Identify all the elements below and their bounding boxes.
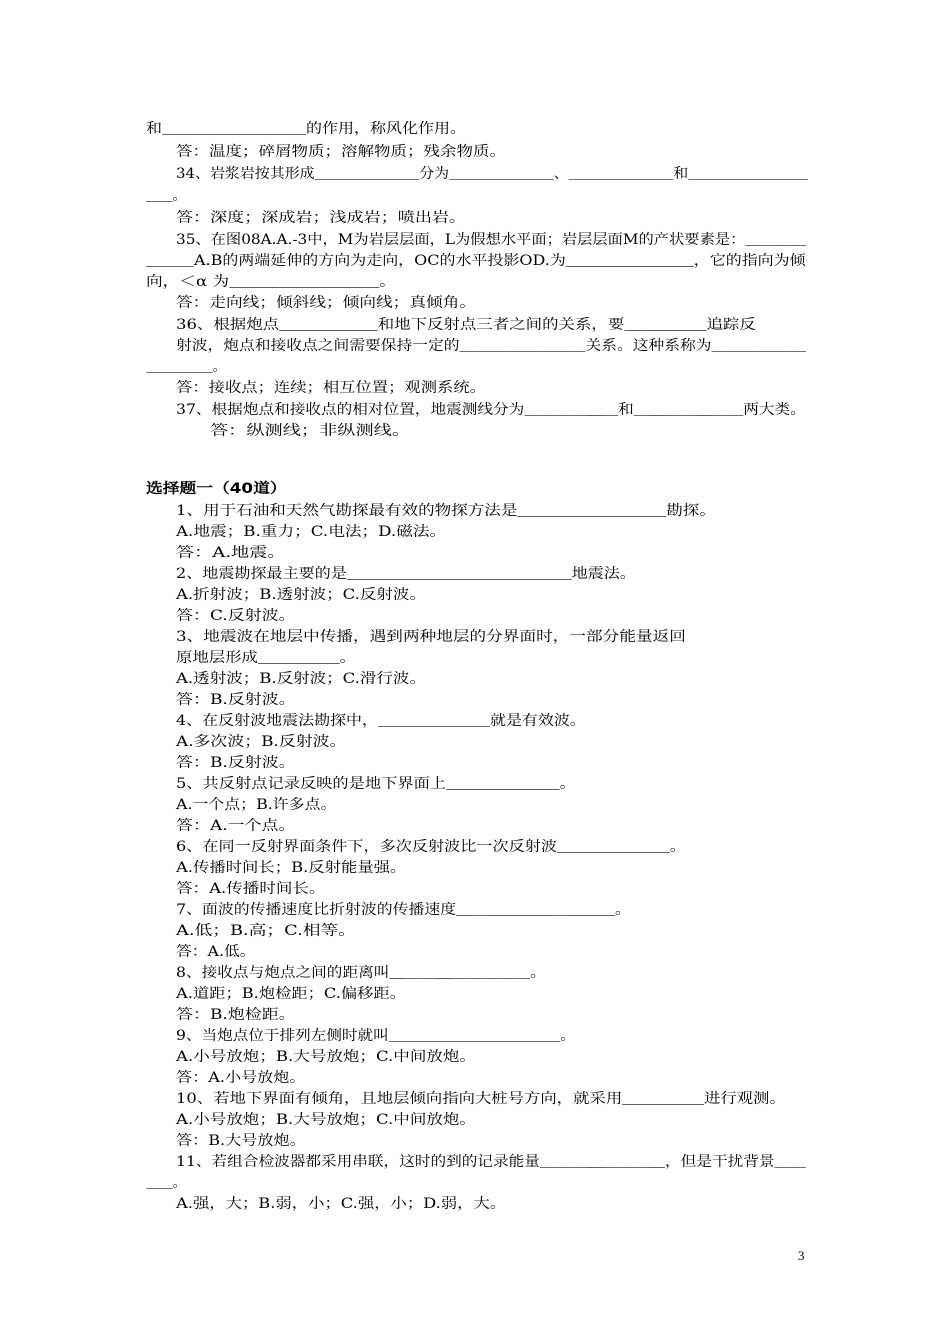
text-line: 35、在图08A.A.-3中，M为岩层层面，L为假想水平面；岩层层面M的产状要素是：＿＿＿＿ xyxy=(176,232,807,248)
text-line: A.小号放炮；B.大号放炮；C.中间放炮。 xyxy=(176,1112,476,1128)
text-line: 答：走向线；倾斜线；倾向线；真倾角。 xyxy=(176,295,476,311)
text-line: A.强，大；B.弱，小；C.强，小；D.弱，大。 xyxy=(176,1196,507,1212)
text-line: 答：B.大号放炮。 xyxy=(176,1133,306,1149)
section-heading: 选择题一（40道） xyxy=(146,481,287,497)
text-line: 答：B.反射波。 xyxy=(176,692,296,708)
text-line: 答：A.一个点。 xyxy=(176,818,296,834)
text-line: 9、当炮点位于排列左侧时就叫＿＿＿＿＿＿＿＿＿＿＿。 xyxy=(176,1028,576,1044)
text-line: 答：接收点；连续；相互位置；观测系统。 xyxy=(176,380,486,396)
text-line: 答：A.小号放炮。 xyxy=(176,1070,306,1086)
text-line: A.折射波；B.透射波；C.反射波。 xyxy=(176,587,426,603)
text-line: 原地层形成＿＿＿＿＿。 xyxy=(176,650,356,666)
text-line: 34、岩浆岩按其形成＿＿＿＿＿＿＿分为＿＿＿＿＿＿＿、＿＿＿＿＿＿＿和＿＿＿＿＿＿＿＿ xyxy=(176,166,808,182)
text-line: A.地震；B.重力；C.电法；D.磁法。 xyxy=(176,524,447,540)
text-line: 10、若地下界面有倾角，且地层倾向指向大桩号方向，就采用＿＿＿＿＿进行观测。 xyxy=(176,1091,786,1107)
text-line: 答：C.反射波。 xyxy=(176,608,296,624)
text-line: 和＿＿＿＿＿＿＿＿＿的作用，称风化作用。 xyxy=(146,121,466,137)
text-line: ＿＿。 xyxy=(146,188,186,204)
text-line: A.传播时间长；B.反射能量强。 xyxy=(176,860,407,876)
text-line: A.透射波；B.反射波；C.滑行波。 xyxy=(176,671,426,687)
text-line: 1、用于石油和天然气勘探最有效的物探方法是＿＿＿＿＿＿＿＿＿勘探。 xyxy=(176,503,716,519)
text-line: 答：纵测线；非纵测线。 xyxy=(210,423,410,439)
text-line: ＿＿＿＿＿。 xyxy=(146,359,226,375)
text-line: ＿＿＿A.B的两端延伸的方向为走向，OC的水平投影OD.为＿＿＿＿＿＿＿＿，它的指向为倾 xyxy=(146,253,806,269)
text-line: 答：A.低。 xyxy=(176,944,256,960)
text-line: A.低；B.高；C.相等。 xyxy=(176,923,356,939)
text-line: 6、在同一反射界面条件下，多次反射波比一次反射波＿＿＿＿＿＿＿。 xyxy=(176,839,686,855)
text-line: 答：深度；深成岩；浅成岩；喷出岩。 xyxy=(176,210,466,226)
text-line: 答：B.反射波。 xyxy=(176,755,296,771)
text-line: ＿＿。 xyxy=(146,1175,186,1191)
text-line: 37、根据炮点和接收点的相对位置，地震测线分为＿＿＿＿＿＿和＿＿＿＿＿＿＿两大类。 xyxy=(176,402,806,418)
text-line: A.一个点；B.许多点。 xyxy=(176,797,337,813)
text-line: 向，＜α 为＿＿＿＿＿＿＿＿＿。 xyxy=(146,274,396,290)
text-line: 答：A.地震。 xyxy=(176,545,286,561)
text-line: 答：B.炮检距。 xyxy=(176,1007,296,1023)
text-line: 11、若组合检波器都采用串联，这时的到的记录能量＿＿＿＿＿＿＿＿，但是干扰背景＿＿ xyxy=(176,1154,806,1170)
text-line: A.道距；B.炮检距；C.偏移距。 xyxy=(176,986,406,1002)
text-line: A.小号放炮；B.大号放炮；C.中间放炮。 xyxy=(176,1049,476,1065)
text-line: 2、地震勘探最主要的是＿＿＿＿＿＿＿＿＿＿＿＿＿＿地震法。 xyxy=(176,566,636,582)
text-line: 答：温度；碎屑物质；溶解物质；残余物质。 xyxy=(176,144,506,160)
text-line: 3、地震波在地层中传播，遇到两种地层的分界面时，一部分能量返回 xyxy=(176,629,686,645)
text-line: 7、面波的传播速度比折射波的传播速度＿＿＿＿＿＿＿＿＿＿。 xyxy=(176,902,631,918)
text-line: 5、共反射点记录反映的是地下界面上＿＿＿＿＿＿＿。 xyxy=(176,776,576,792)
text-line: A.多次波；B.反射波。 xyxy=(176,734,347,750)
page-number: 3 xyxy=(798,1248,805,1263)
text-line: 答：A.传播时间长。 xyxy=(176,881,326,897)
text-line: 4、在反射波地震法勘探中，＿＿＿＿＿＿＿就是有效波。 xyxy=(176,713,586,729)
text-line: 8、接收点与炮点之间的距离叫＿＿＿＿＿＿＿＿＿。 xyxy=(176,965,546,981)
text-line: 射波，炮点和接收点之间需要保持一定的＿＿＿＿＿＿＿＿关系。这种系称为＿＿＿＿＿＿ xyxy=(176,338,806,354)
text-line: 36、根据炮点＿＿＿＿＿＿和地下反射点三者之间的关系，要＿＿＿＿＿追踪反 xyxy=(176,317,756,333)
